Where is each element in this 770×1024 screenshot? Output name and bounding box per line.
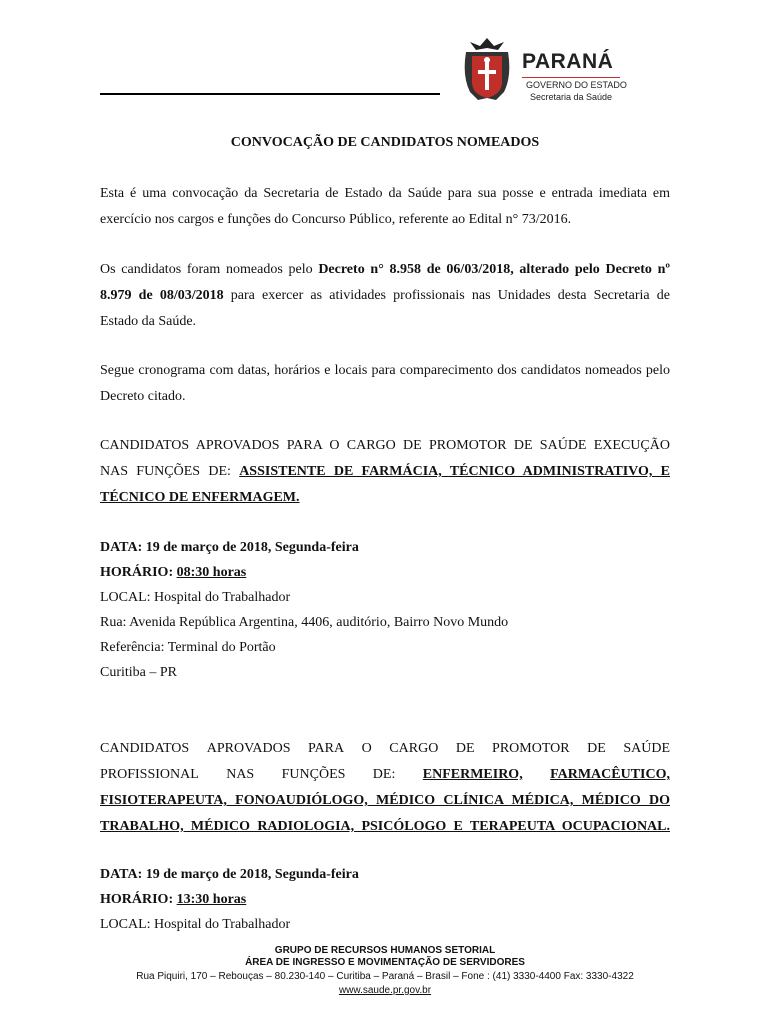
schedule-intro-line-1: Segue cronograma com datas, horários e locais para comparecimento dos candidatos nomeados pelo — [100, 363, 670, 378]
group2-heading-line-2: PROFISSIONAL NAS FUNÇÕES DE: ENFERMEIRO, FARMACÊUTICO, — [100, 767, 670, 782]
footer-area: ÁREA DE INGRESSO E MOVIMENTAÇÃO DE SERVIDORES — [245, 957, 525, 968]
secretariat-label: Secretaria da Saúde — [530, 92, 613, 102]
brand-divider — [522, 77, 620, 78]
group1-city: Curitiba – PR — [100, 665, 178, 680]
decree-line-1: Os candidatos foram nomeados pelo Decreto n° 8.958 de 06/03/2018, alterado pelo Decreto nº — [100, 262, 671, 277]
group2-time: HORÁRIO: 13:30 horas — [100, 892, 247, 907]
group2-local: LOCAL: Hospital do Trabalhador — [100, 917, 291, 932]
intro-line-2: exercício nos cargos e funções do Concurso Público, referente ao Edital n° 73/2016. — [100, 212, 572, 227]
group1-date: DATA: 19 de março de 2018, Segunda-feira — [100, 540, 359, 555]
group2-heading-line-4: TRABALHO, MÉDICO RADIOLOGIA, PSICÓLOGO E TERAPEUTA OCUPACIONAL. — [100, 819, 670, 834]
document-title: CONVOCAÇÃO DE CANDIDATOS NOMEADOS — [230, 135, 540, 150]
group1-heading-line-3: TÉCNICO DE ENFERMAGEM. — [100, 490, 300, 505]
website-link[interactable]: www.saude.pr.gov.br — [338, 985, 432, 996]
group2-date: DATA: 19 de março de 2018, Segunda-feira — [100, 867, 359, 882]
group2-heading-line-3: FISIOTERAPEUTA, FONOAUDIÓLOGO, MÉDICO CLÍNICA MÉDICA, MÉDICO DO — [100, 793, 670, 808]
group1-time: HORÁRIO: 08:30 horas — [100, 565, 247, 580]
group1-street: Rua: Avenida República Argentina, 4406, auditório, Bairro Novo Mundo — [100, 615, 509, 630]
group1-local: LOCAL: Hospital do Trabalhador — [100, 590, 291, 605]
group2-heading-line-1: CANDIDATOS APROVADOS PARA O CARGO DE PROMOTOR DE SAÚDE — [100, 741, 670, 756]
group1-reference: Referência: Terminal do Portão — [100, 640, 276, 655]
group1-heading-line-1: CANDIDATOS APROVADOS PARA O CARGO DE PROMOTOR DE SAÚDE EXECUÇÃO — [100, 438, 670, 453]
decree-line-2: 8.979 de 08/03/2018 para exercer as atividades profissionais nas Unidades desta Secretaria de — [100, 288, 671, 303]
decree-line-3: Estado da Saúde. — [100, 314, 197, 329]
footer-department: GRUPO DE RECURSOS HUMANOS SETORIAL — [274, 945, 496, 956]
parana-crest-icon — [456, 36, 518, 106]
header-signature-line — [100, 93, 440, 95]
group1-heading-line-2: NAS FUNÇÕES DE: ASSISTENTE DE FARMÁCIA, TÉCNICO ADMINISTRATIVO, E — [100, 464, 671, 479]
parana-government-logo — [456, 36, 636, 108]
government-label: GOVERNO DO ESTADO — [526, 80, 627, 90]
footer-address: Rua Piquiri, 170 – Rebouças – 80.230-140 – Curitiba – Paraná – Brasil – Fone : (41) 3330-4400 Fax: 3330-4322 — [136, 971, 634, 982]
intro-line-1: Esta é uma convocação da Secretaria de Estado da Saúde para sua posse e entrada imediata em — [100, 186, 670, 201]
footer-website — [0, 985, 770, 996]
brand-name: PARANÁ — [522, 50, 614, 73]
schedule-intro-line-2: Decreto citado. — [100, 389, 186, 404]
